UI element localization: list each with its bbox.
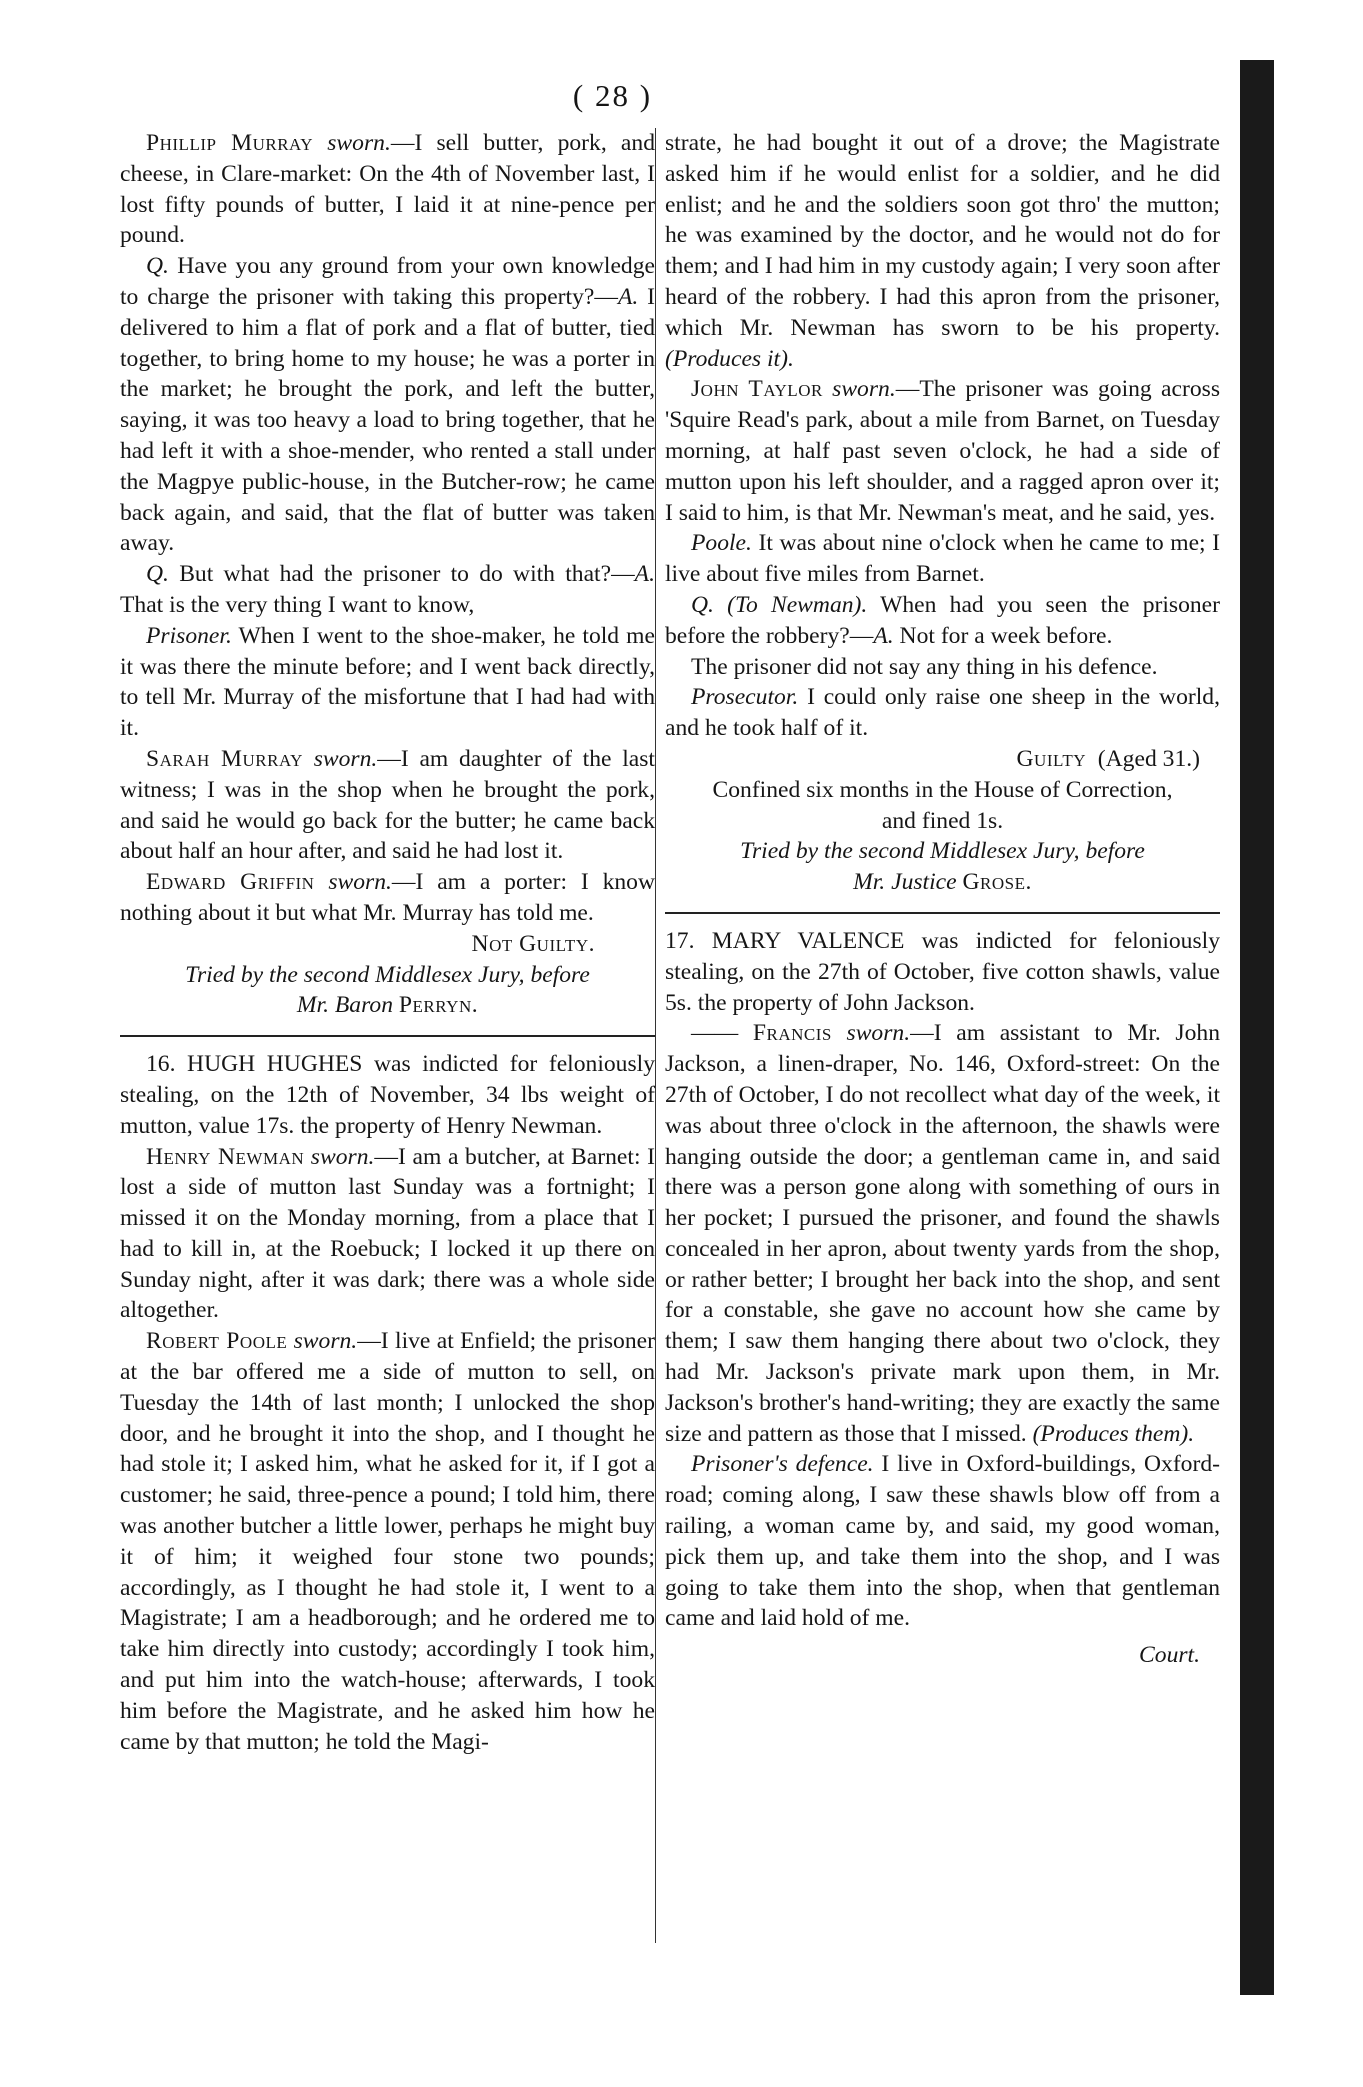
- case-17-indictment: 17. MARY VALENCE was indicted for feloniously stealing, on the 27th of October, five cotton shawls, value 5s. the property of John Jackson.: [665, 927, 1220, 1016]
- no-defence: The prisoner did not say any thing in his defence.: [691, 653, 1158, 680]
- jury-line: Tried by the second Middlesex Jury, before: [185, 961, 590, 988]
- testimony-edward-griffin: Edward Griffin sworn.—I am a porter: I know nothing about it but what Mr. Murray has told me.: [120, 869, 655, 926]
- column-divider: [655, 128, 656, 1943]
- poole-statement: Poole. It was about nine o'clock when he came to me; I live about five miles from Barnet.: [665, 530, 1221, 588]
- testimony-henry-newman: Henry Newman sworn.—I am a butcher, at Barnet: I lost a side of mutton last Sunday was a fortnight; I missed it on the Monday morning, from a place that I had to kill in, at the Roebuck; I locked it up there on Sunday night, after it was dark; there was a whole side altogether.: [120, 1143, 655, 1324]
- page-number: ( 28 ): [572, 78, 653, 113]
- testimony-john-taylor: John Taylor sworn.—The prisoner was going across 'Squire Read's park, about a mile from Barnet, on Tuesday morning, at half past seven o'clock, he had a side of mutton upon his left shoulder, and a ragged apron over it; I said to him, is that Mr. Newman's meat, and he said, yes.: [665, 376, 1220, 526]
- judge-line: Mr. Justice Grose.: [853, 869, 1032, 896]
- verdict-guilty: Guilty (Aged 31.): [1016, 745, 1200, 772]
- case-separator: [665, 912, 1220, 914]
- jury-line: Tried by the second Middlesex Jury, before: [740, 838, 1145, 865]
- question-newman: Q. (To Newman). When had you seen the prisoner before the robbery?—A. Not for a week before.: [665, 591, 1221, 649]
- sentence-line-2: and fined 1s.: [881, 807, 1004, 834]
- prosecutor-statement: Prosecutor. I could only raise one sheep in the world, and he took half of it.: [665, 684, 1220, 742]
- testimony-phillip-murray: Phillip Murray sworn.—I sell butter, pork, and cheese, in Clare-market: On the 4th of November last, I lost fifty pounds of butter, I laid it at nine-pence per pound.: [120, 130, 655, 249]
- judge-line: Mr. Baron Perryn.: [296, 992, 479, 1019]
- case-16-indictment: 16. HUGH HUGHES was indicted for feloniously stealing, on the 12th of November, 34 lbs weight of mutton, value 17s. the property of Henry Newman.: [120, 1051, 655, 1139]
- testimony-robert-poole: Robert Poole sworn.—I live at Enfield; the prisoner at the bar offered me a side of mutton to sell, on Tuesday the 14th of last month; I unlocked the shop door, and he brought it into the shop, and I thought he had stole it; I asked him, what he asked for it, if I got a customer; he said, three-pence a pound; I told him, there was another butcher a little lower, perhaps he might buy it of him; it weighed four stone two pounds; accordingly, as I thought he had stole it, I went to a Magistrate; I am a headborough; and he ordered me to take him directly into custody; accordingly I took him, and put him into the watch-house; afterwards, I took him before the Magistrate, and he asked him how he came by that mutton; he told the Magi-: [120, 1328, 655, 1755]
- testimony-continued: strate, he had bought it out of a drove; the Magistrate asked him if he would enlist for a soldier, and he did enlist; and he and the soldiers soon got thro' the mutton; he was examined by the doctor, and he would not do for them; and I had him in my custody again; I very soon after heard of the robbery. I had this apron from the prisoner, which Mr. Newman has sworn to be his property. (Produces it).: [665, 130, 1220, 372]
- verdict-not-guilty: Not Guilty.: [471, 930, 595, 957]
- testimony-sarah-murray: Sarah Murray sworn.—I am daughter of the last witness; I was in the shop when he brought the pork, and said he would go back for the butter; he came back about half an hour after, and said he had lost it.: [120, 745, 655, 865]
- question-prisoner: Q. But what had the prisoner to do with that?—A. That is the very thing I want to know,: [120, 561, 655, 618]
- prisoner-statement: Prisoner. When I went to the shoe-maker, he told me it was there the minute before; and I went back directly, to tell Mr. Murray of the misfortune that I had had with it.: [120, 622, 655, 742]
- sentence-line-1: Confined six months in the House of Correction,: [712, 776, 1173, 803]
- testimony-francis: —— Francis sworn.—I am assistant to Mr. John Jackson, a linen-draper, No. 146, Oxford-street: On the 27th of October, I do not recollect what day of the week, it was about three o'clock in the afternoon, the shawls were hanging outside the door; a gentleman came in, and said there was a person gone along with something of ours in her pocket; I pursued the prisoner, and found the shawls concealed in her apron, about twenty yards from the shop, or rather better; I brought her back into the shop, and sent for a constable, she gave no account how she came by them; I saw them hanging there about two o'clock, they had Mr. Jackson's private mark upon them, in Mr. Jackson's brother's hand-writing; they are exactly the same size and pattern as those that I missed. (Produces them).: [665, 1020, 1221, 1447]
- question-ground: Q. Have you any ground from your own knowledge to charge the prisoner with taking this property?—A. I delivered to him a flat of pork and a flat of butter, tied together, to bring home to my house; he was a porter in the market; he brought the pork, and left the butter, saying, it was too heavy a load to bring together, that he had left it with a shoe-mender, who rented a stall under the Magpye public-house, in the Butcher-row; he came back again, and said, that the flat of butter was taken away.: [120, 253, 655, 557]
- catchword: Court.: [1139, 1642, 1200, 1669]
- binding-shadow: [1240, 60, 1274, 1995]
- prisoner-defence: Prisoner's defence. I live in Oxford-buildings, Oxford-road; coming along, I saw these shawls blow off from a railing, a woman came by, and said, my good woman, pick them up, and take them into the shop, and I was going to take them into the shop, when that gentleman came and laid hold of me.: [665, 1451, 1220, 1632]
- case-separator: [120, 1035, 655, 1037]
- left-column: [120, 128, 655, 1757]
- right-column: [665, 128, 1220, 1671]
